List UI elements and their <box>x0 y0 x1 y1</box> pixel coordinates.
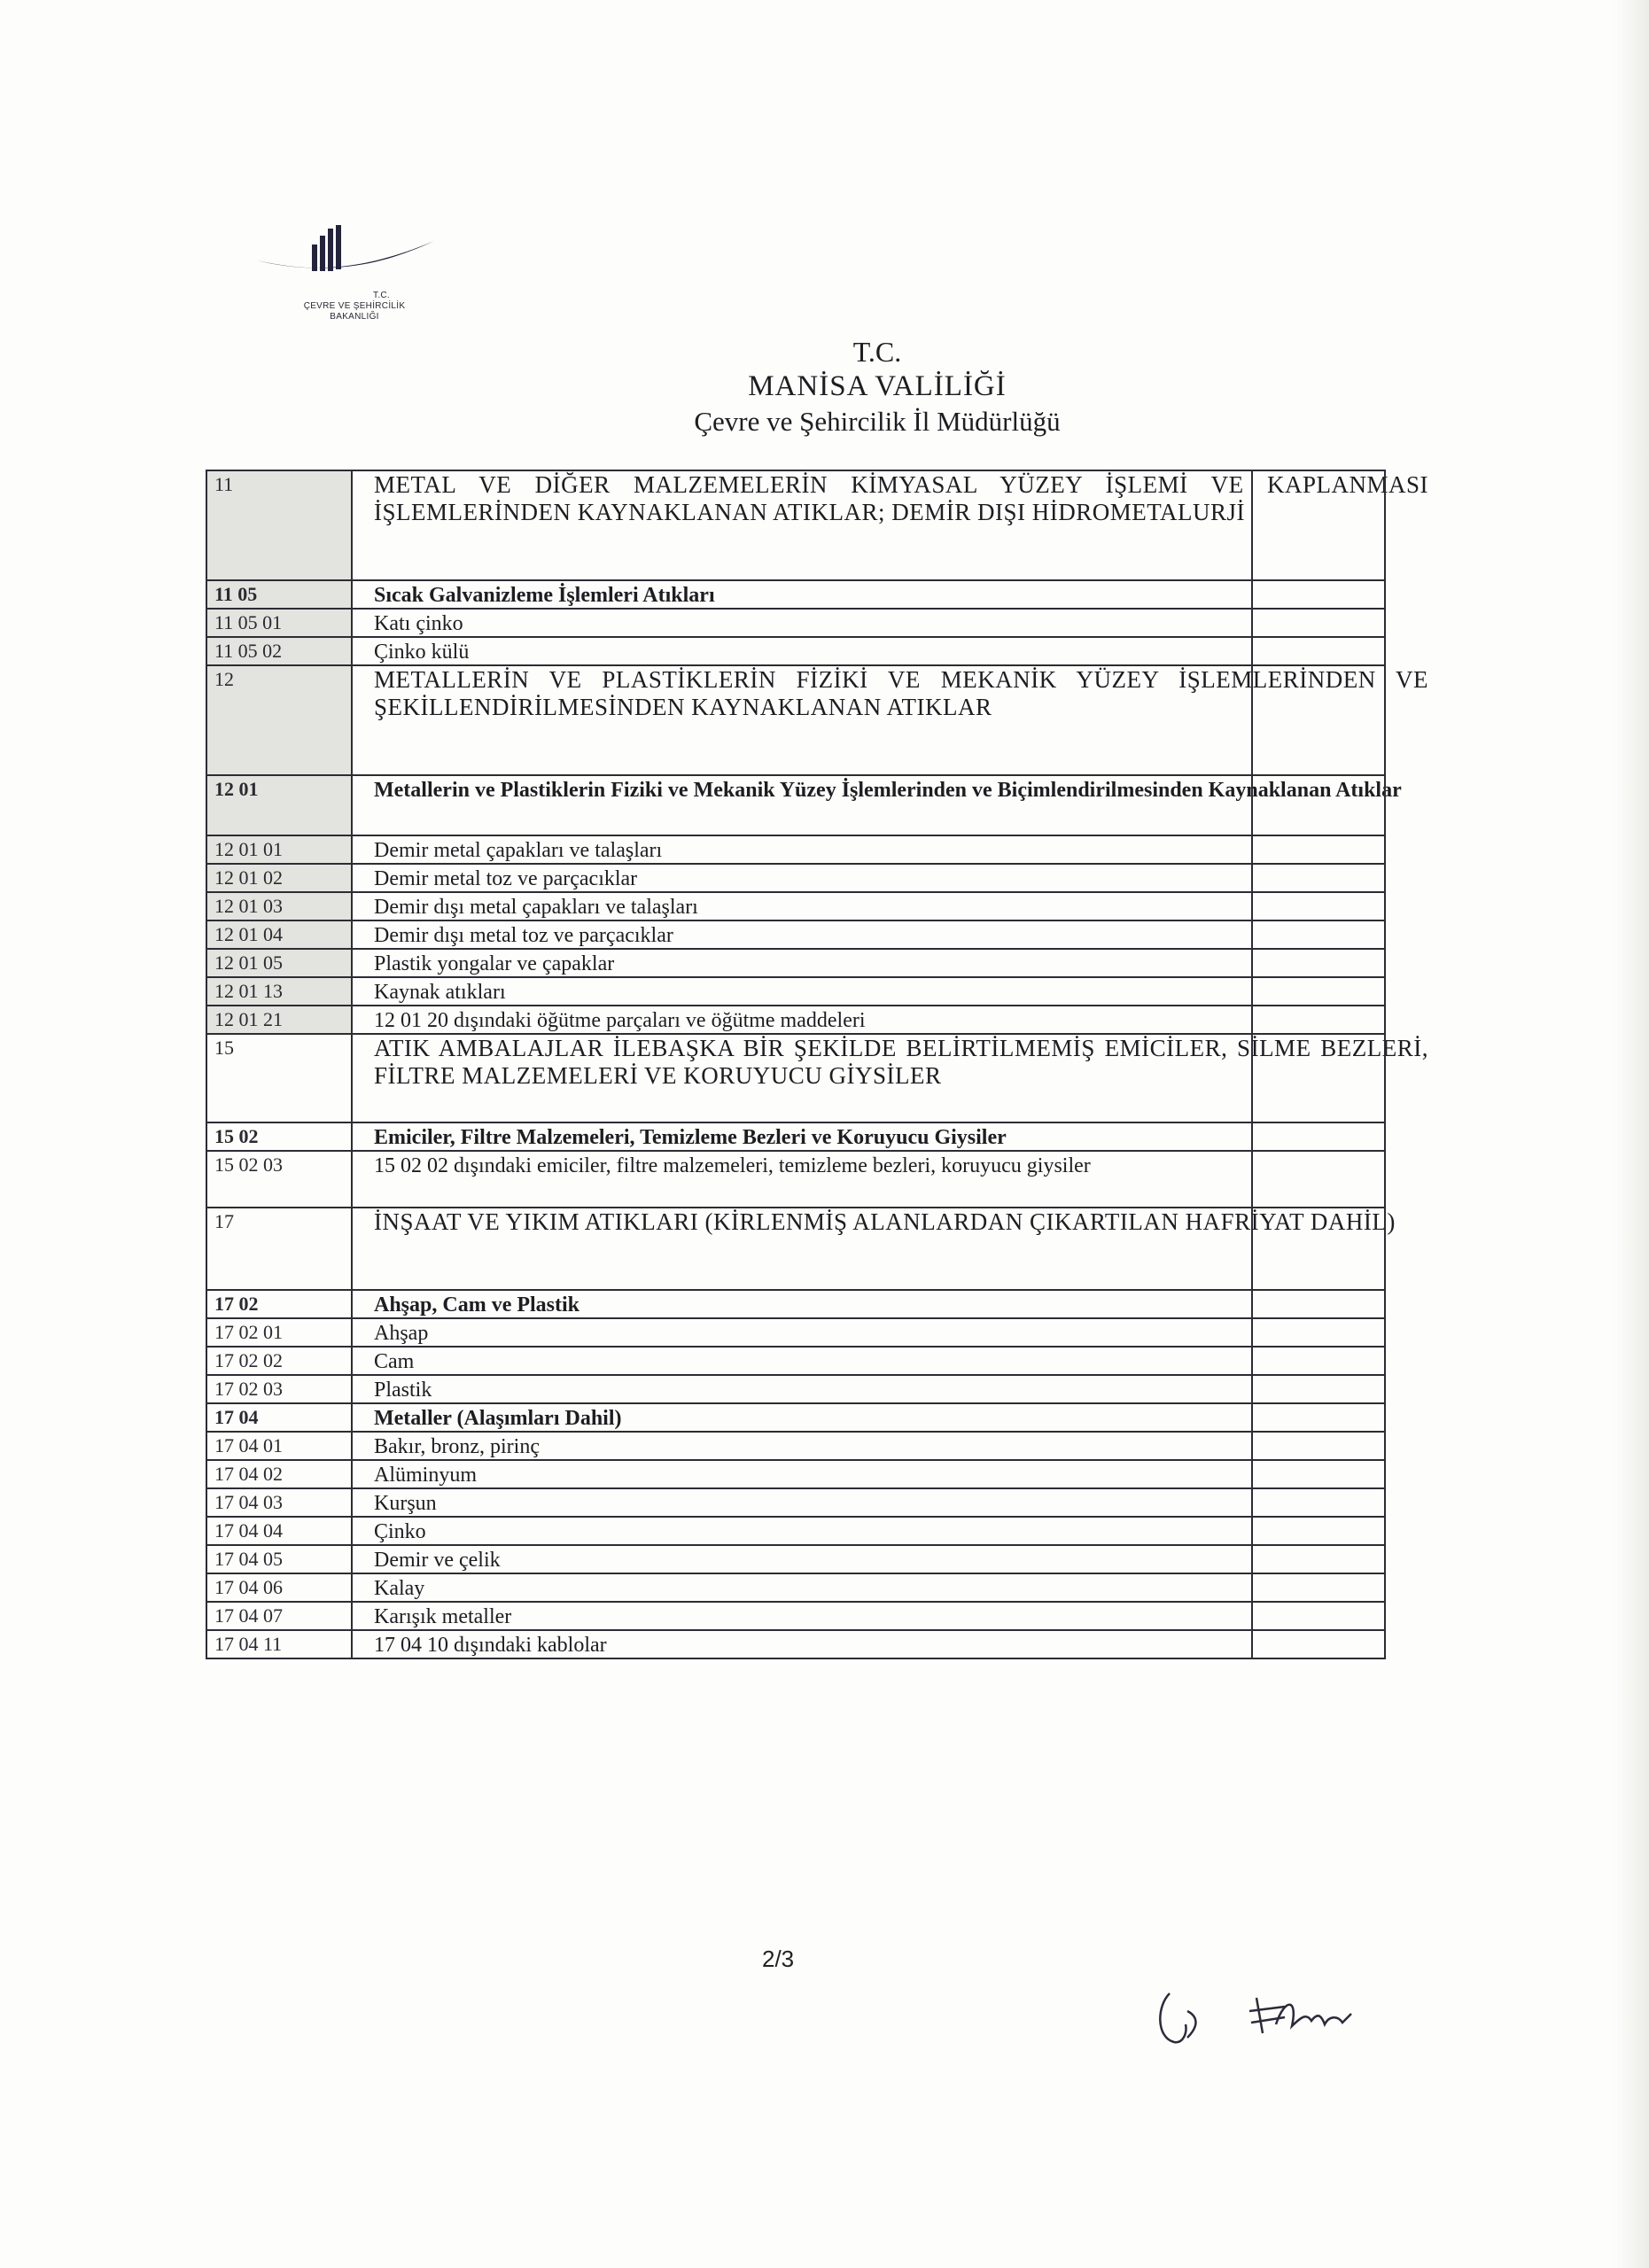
table-row <box>206 1518 1384 1546</box>
table-column-line <box>1251 470 1253 1659</box>
waste-code: 17 04 04 <box>214 1519 283 1542</box>
waste-code: 12 01 03 <box>214 895 283 917</box>
waste-code: 17 02 01 <box>214 1321 283 1343</box>
waste-code: 17 04 03 <box>214 1491 283 1513</box>
table-row <box>206 1291 1384 1319</box>
waste-description: Cam <box>374 1350 415 1373</box>
table-row <box>206 470 1428 581</box>
waste-code: 17 04 05 <box>214 1548 283 1570</box>
logo-tc: T.C. <box>373 291 390 300</box>
waste-code: 17 02 02 <box>214 1349 283 1371</box>
table-row <box>206 610 1384 638</box>
waste-code: 11 05 <box>214 583 258 605</box>
waste-description: Demir ve çelik <box>374 1549 501 1572</box>
header-governorship: MANİSA VALİLİĞİ <box>748 370 1007 402</box>
waste-code: 15 02 03 <box>214 1153 283 1176</box>
header-tc: T.C. <box>852 336 902 368</box>
waste-code: 11 05 02 <box>214 640 283 662</box>
waste-description: METAL VE DİĞER MALZEMELERİN KİMYASAL YÜZEY İŞLEMİ VE KAPLANMASI İŞLEMLERİNDEN KAYNAKLANAN ATIKLAR; DEMİR DIŞI HİDROMETALURJİ <box>374 471 1428 525</box>
table-row <box>206 893 1384 921</box>
table-column-line <box>351 470 353 1659</box>
table-row <box>206 1631 1384 1659</box>
table-column-line <box>1384 470 1386 1659</box>
ministry-logo <box>248 221 452 337</box>
ministry-logo-icon <box>248 221 452 292</box>
table-row <box>206 921 1384 950</box>
table-row <box>206 836 1384 865</box>
waste-code: 17 04 07 <box>214 1604 283 1627</box>
table-row <box>206 1035 1428 1123</box>
waste-description: Katı çinko <box>374 612 463 635</box>
waste-description: Ahşap <box>374 1322 429 1345</box>
waste-description: Kalay <box>374 1577 425 1600</box>
scan-edge-shadow <box>1614 0 1649 2268</box>
waste-description: Demir dışı metal toz ve parçacıklar <box>374 924 673 947</box>
table-row <box>206 1461 1384 1489</box>
waste-code: 11 <box>214 473 234 495</box>
table-row <box>206 1433 1384 1461</box>
waste-code: 17 04 <box>214 1406 259 1428</box>
waste-description: Kaynak atıkları <box>374 981 506 1004</box>
table-row <box>206 1546 1384 1574</box>
waste-description: Plastik yongalar ve çapaklar <box>374 952 615 975</box>
waste-code: 12 01 01 <box>214 838 283 860</box>
waste-code: 17 <box>214 1210 234 1232</box>
ministry-logo-text <box>284 291 425 322</box>
waste-code: 12 01 05 <box>214 951 283 974</box>
waste-description: Kurşun <box>374 1492 437 1515</box>
waste-description: Alüminyum <box>374 1464 478 1487</box>
table-row <box>206 1574 1384 1603</box>
waste-code: 15 <box>214 1037 234 1059</box>
page-number: 2/3 <box>762 1946 795 1972</box>
waste-description: Metallerin ve Plastiklerin Fiziki ve Mekanik Yüzey İşlemlerinden ve Biçimlendirilmesinden Kaynaklanan Atıklar <box>374 779 1402 802</box>
table-row <box>206 978 1384 1006</box>
waste-code-table <box>206 470 1428 1659</box>
waste-description: Karışık metaller <box>374 1605 512 1628</box>
waste-description: 12 01 20 dışındaki öğütme parçaları ve öğütme maddeleri <box>374 1009 866 1032</box>
table-row <box>206 776 1402 836</box>
waste-description: Demir dışı metal çapakları ve talaşları <box>374 896 698 919</box>
table-row <box>206 1348 1384 1376</box>
waste-description: İNŞAAT VE YIKIM ATIKLARI (KİRLENMİŞ ALANLARDAN ÇIKARTILAN HAFRİYAT DAHİL) <box>374 1208 1396 1235</box>
table-row <box>206 865 1384 893</box>
waste-description: Bakır, bronz, pirinç <box>374 1435 540 1458</box>
waste-code: 17 02 03 <box>214 1378 283 1400</box>
table-row <box>206 950 1384 978</box>
waste-description: Çinko külü <box>374 641 470 664</box>
waste-code: 12 01 21 <box>214 1008 283 1030</box>
waste-code: 12 01 13 <box>214 980 283 1002</box>
waste-code: 17 02 <box>214 1293 259 1315</box>
table-row <box>206 1376 1384 1404</box>
waste-code: 12 01 <box>214 778 259 800</box>
table-row <box>206 1603 1384 1631</box>
table-row <box>206 581 1384 610</box>
waste-description: Demir metal toz ve parçacıklar <box>374 867 638 890</box>
table-row <box>206 666 1428 776</box>
waste-code: 12 01 02 <box>214 866 283 889</box>
waste-description: METALLERİN VE PLASTİKLERİN FİZİKİ VE MEKANİK YÜZEY İŞLEMLERİNDEN VE ŞEKİLLENDİRİLMESİNDEN KAYNAKLANAN ATIKLAR <box>374 666 1428 720</box>
table-row <box>206 1123 1384 1152</box>
table-row <box>206 1006 1384 1035</box>
waste-description: Ahşap, Cam ve Plastik <box>374 1293 580 1317</box>
waste-code: 12 <box>214 668 234 690</box>
waste-description: Çinko <box>374 1520 426 1543</box>
waste-code: 12 01 04 <box>214 923 283 945</box>
waste-description: Emiciler, Filtre Malzemeleri, Temizleme Bezleri ve Koruyucu Giysiler <box>374 1126 1007 1149</box>
table-row <box>206 1319 1384 1348</box>
table-column-line <box>206 470 207 1659</box>
waste-code: 17 04 02 <box>214 1463 283 1485</box>
waste-code: 15 02 <box>214 1125 259 1147</box>
waste-description: Metaller (Alaşımları Dahil) <box>374 1407 622 1430</box>
document-header <box>496 335 1258 439</box>
waste-code: 17 04 01 <box>214 1434 283 1456</box>
waste-code: 17 04 06 <box>214 1576 283 1598</box>
table-row <box>206 1208 1396 1291</box>
logo-line1: ÇEVRE VE ŞEHİRCİLİK <box>303 301 406 311</box>
table-row <box>206 638 1384 666</box>
waste-description: Demir metal çapakları ve talaşları <box>374 839 663 862</box>
waste-code: 11 05 01 <box>214 611 283 633</box>
table-row <box>206 1152 1384 1208</box>
waste-description: Plastik <box>374 1379 432 1402</box>
header-directorate: Çevre ve Şehircilik İl Müdürlüğü <box>694 406 1061 437</box>
waste-description: ATIK AMBALAJLAR İLEBAŞKA BİR ŞEKİLDE BELİRTİLMEMİŞ EMİCİLER, SİLME BEZLERİ, FİLTRE MALZEMELERİ VE KORUYUCU GİYSİLER <box>374 1035 1428 1089</box>
logo-line2: BAKANLIĞI <box>330 312 379 322</box>
handwritten-signature <box>1152 1962 1418 2069</box>
waste-description: Sıcak Galvanizleme İşlemleri Atıkları <box>374 584 715 607</box>
waste-code: 17 04 11 <box>214 1633 283 1655</box>
waste-description: 17 04 10 dışındaki kablolar <box>374 1634 607 1657</box>
table-row <box>206 1404 1384 1433</box>
table-row <box>206 1489 1384 1518</box>
waste-description: 15 02 02 dışındaki emiciler, filtre malzemeleri, temizleme bezleri, koruyucu giysiler <box>374 1154 1091 1177</box>
